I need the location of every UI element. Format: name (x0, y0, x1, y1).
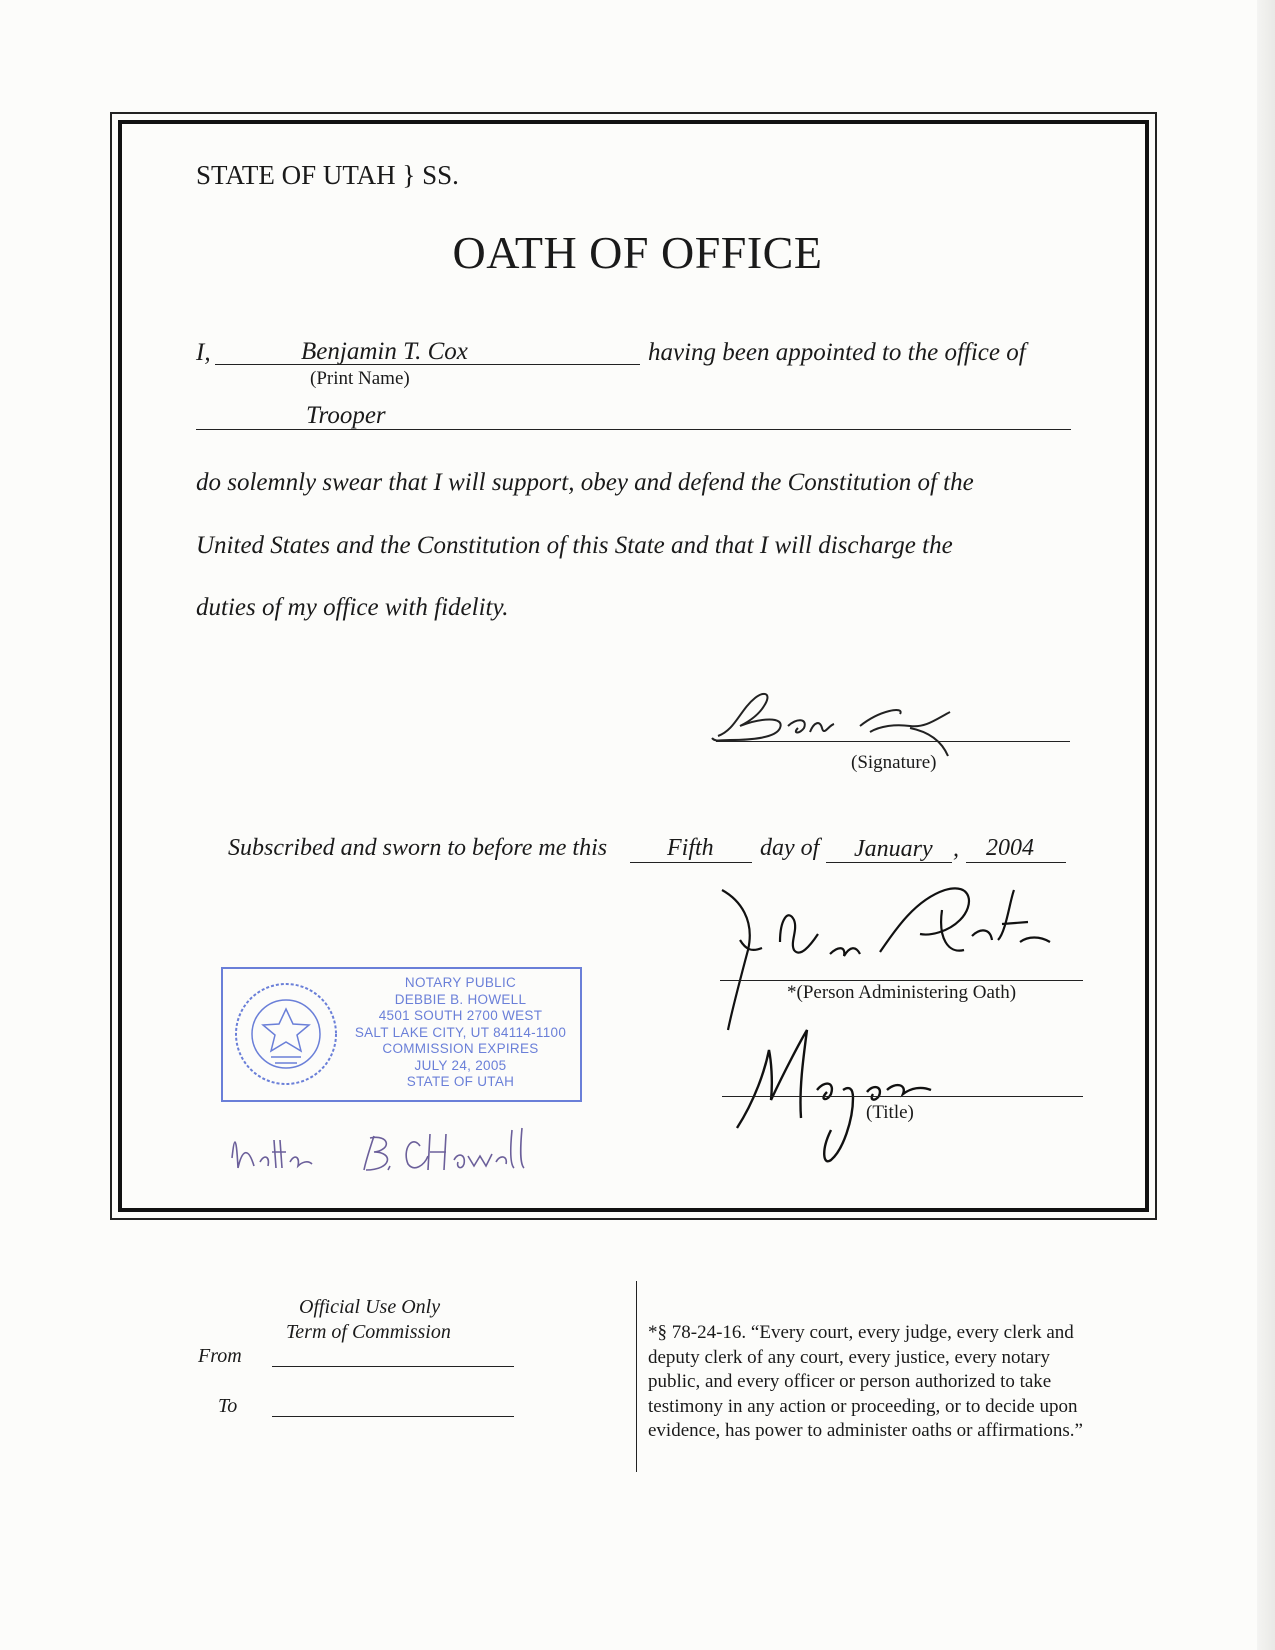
officer-name: Benjamin T. Cox (301, 338, 468, 365)
name-caption: (Print Name) (310, 368, 410, 389)
notary-stamp (221, 967, 582, 1102)
day-line (630, 862, 752, 863)
term-of-commission: Term of Commission (286, 1321, 451, 1343)
notary-seal-icon (231, 979, 341, 1089)
statute-line-4: testimony in any action or proceeding, or to decide upon (648, 1395, 1078, 1417)
stamp-line-5: COMMISSION EXPIRES (382, 1041, 539, 1056)
footer-divider (636, 1281, 637, 1472)
oath-text-line-2: United States and the Constitution of this State and that I will discharge the (196, 532, 953, 559)
comma: , (953, 836, 959, 862)
office-value: Trooper (306, 402, 386, 429)
statute-line-1: *§ 78-24-16. “Every court, every judge, every clerk and (648, 1322, 1074, 1343)
appointment-text: having been appointed to the office of (648, 339, 1026, 366)
stamp-line-7: STATE OF UTAH (406, 1074, 515, 1089)
oath-prefix: I, (196, 339, 211, 366)
official-use-title: Official Use Only (299, 1296, 441, 1318)
venue-heading: STATE OF UTAH } SS. (196, 160, 459, 190)
title-line (722, 1096, 1083, 1097)
stamp-line-3: 4501 SOUTH 2700 WEST (378, 1008, 543, 1023)
from-field[interactable] (272, 1366, 514, 1367)
oath-text-line-1: do solemnly swear that I will support, obey and defend the Constitution of the (196, 469, 974, 496)
day-of-text: day of (760, 835, 820, 861)
year-line (966, 862, 1066, 863)
signature-line (716, 741, 1070, 742)
stamp-line-4: SALT LAKE CITY, UT 84114-1100 (354, 1024, 567, 1040)
administering-caption: *(Person Administering Oath) (787, 982, 1017, 1003)
to-label: To (218, 1395, 238, 1417)
day-value: Fifth (667, 835, 714, 861)
stamp-line-1: NOTARY PUBLIC (404, 975, 517, 990)
year-value: 2004 (986, 835, 1034, 861)
administering-line (720, 980, 1083, 981)
title-caption: (Title) (866, 1102, 914, 1123)
document-title: OATH OF OFFICE (452, 227, 823, 278)
statute-text (648, 1321, 1083, 1444)
signature-caption: (Signature) (851, 752, 937, 773)
oath-text-line-3: duties of my office with fidelity. (196, 594, 509, 621)
notary-signature (224, 1120, 544, 1190)
statute-line-3: public, and every officer or person authorized to take (648, 1371, 1052, 1392)
month-value: January (854, 836, 933, 862)
statute-line-2: deputy clerk of any court, every justice, every notary (648, 1346, 1051, 1368)
subscribed-text: Subscribed and sworn to before me this (228, 835, 608, 861)
stamp-line-6: JULY 24, 2005 (414, 1057, 507, 1073)
statute-line-5: evidence, has power to administer oaths or affirmations.” (648, 1420, 1083, 1441)
title-signature (735, 1010, 965, 1170)
from-label: From (198, 1345, 242, 1367)
stamp-line-2: DEBBIE B. HOWELL (394, 991, 527, 1007)
to-field[interactable] (272, 1416, 514, 1417)
